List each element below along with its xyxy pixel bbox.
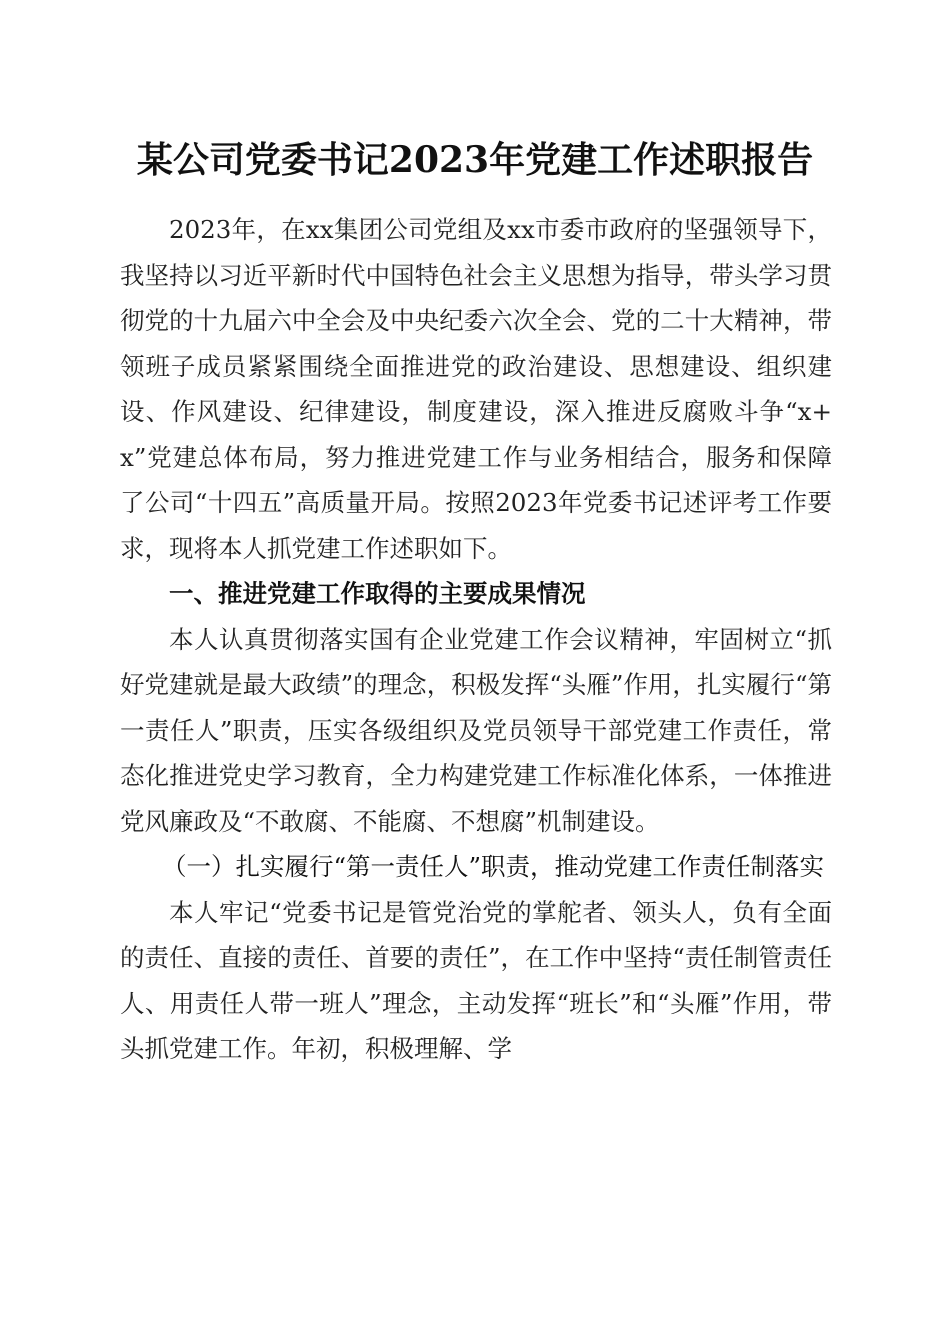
document-body	[120, 207, 832, 1072]
subsection-body-responsibility: 本人牢记“党委书记是管党治党的掌舵者、领头人，负有全面的责任、直接的责任、首要的责任”，在工作中坚持“责任制管责任人、用责任人带一班人”理念，主动发挥“班长”和“头雁”作用，带头抓党建工作。年初，积极理解、学	[120, 897, 832, 1063]
subsection-heading-responsibility: （一）扎实履行“第一责任人”职责，推动党建工作责任制落实	[162, 852, 825, 881]
document-title: 某公司党委书记2023年党建工作述职报告	[136, 139, 814, 181]
intro-paragraph: 2023年，在xx集团公司党组及xx市委市政府的坚强领导下，我坚持以习近平新时代中国特色社会主义思想为指导，带头学习贯彻党的十九届六中全会及中央纪委六次全会、党的二十大精神，带领班子成员紧紧围绕全面推进党的政治建设、思想建设、组织建设、作风建设、纪律建设，制度建设，深入推进反腐败斗争“x+x”党建总体布局，努力推进党建工作与业务相结合，服务和保障了公司“十四五”高质量开局。按照2023年党委书记述评考工作要求，现将本人抓党建工作述职如下。	[120, 215, 832, 563]
section-heading-achievements: 一、推进党建工作取得的主要成果情况	[169, 579, 586, 608]
section-body-achievements: 本人认真贯彻落实国有企业党建工作会议精神，牢固树立“抓好党建就是最大政绩”的理念，积极发挥“头雁”作用，扎实履行“第一责任人”职责，压实各级组织及党员领导干部党建工作责任，常态化推进党史学习教育，全力构建党建工作标准化体系，一体推进党风廉政及“不敢腐、不能腐、不想腐”机制建设。	[120, 624, 832, 836]
